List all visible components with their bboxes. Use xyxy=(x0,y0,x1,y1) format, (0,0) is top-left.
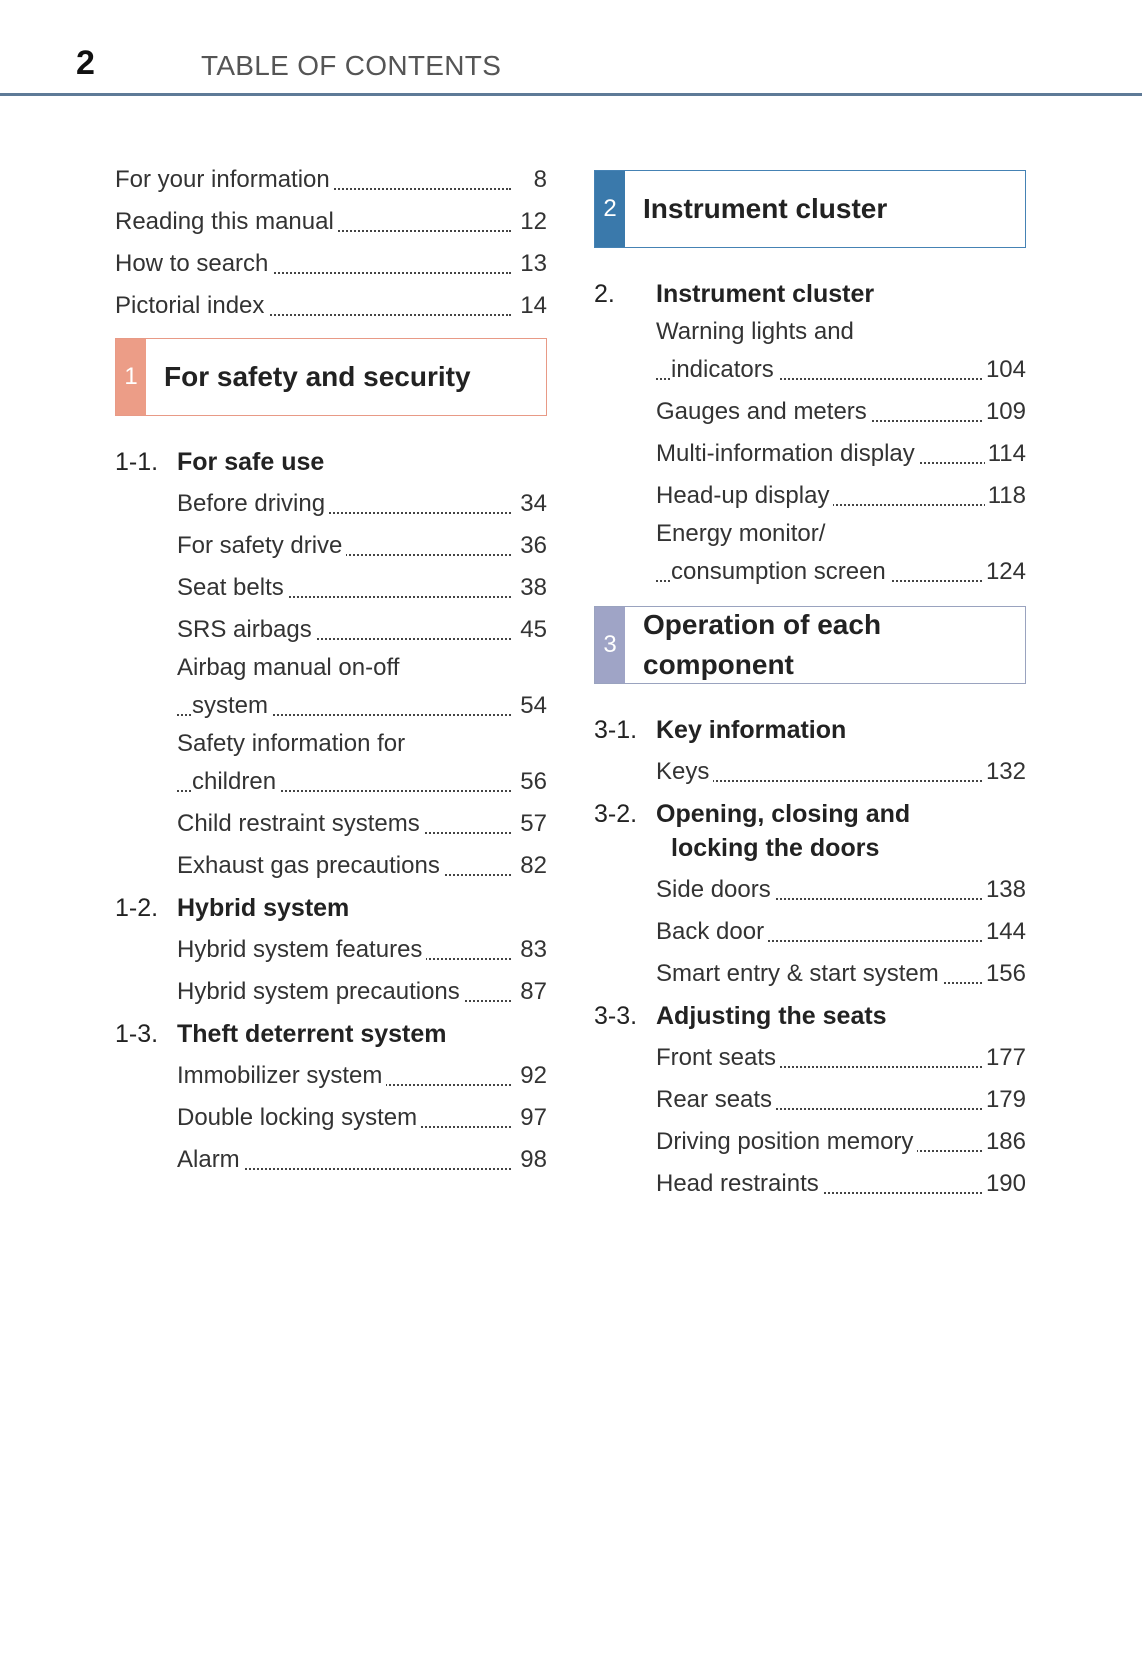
toc-entry[interactable]: Head-up display 118 xyxy=(656,482,1026,509)
toc-entry[interactable]: Reading this manual 12 xyxy=(115,208,547,235)
toc-entry[interactable]: SRS airbags 45 xyxy=(177,616,547,643)
toc-entry[interactable]: Child restraint systems 57 xyxy=(177,810,547,837)
toc-entry[interactable]: For safety drive 36 xyxy=(177,532,547,559)
subsection-heading[interactable]: 3-1. Key information xyxy=(594,716,847,744)
toc-entry[interactable]: Airbag manual on-off system 54 xyxy=(177,654,547,719)
toc-entry[interactable]: Before driving 34 xyxy=(177,490,547,517)
page-title: TABLE OF CONTENTS xyxy=(201,50,502,81)
toc-entry[interactable]: Back door 144 xyxy=(656,918,1026,945)
toc-entry[interactable]: Immobilizer system 92 xyxy=(177,1062,547,1089)
toc-entry[interactable]: Double locking system 97 xyxy=(177,1104,547,1131)
section-number: 1 xyxy=(116,339,146,415)
subsection-heading[interactable]: 3-2. Opening, closing and locking the doors xyxy=(594,800,911,862)
section-number: 3 xyxy=(595,607,625,683)
toc-entry[interactable]: Hybrid system precautions 87 xyxy=(177,978,547,1005)
toc-entry[interactable]: Head restraints 190 xyxy=(656,1170,1026,1197)
subsection-heading[interactable]: 1-1. For safe use xyxy=(115,448,325,476)
section-header-2[interactable] xyxy=(594,170,1026,248)
header-divider xyxy=(0,93,1142,96)
toc-entry[interactable]: Pictorial index 14 xyxy=(115,292,547,319)
section-title: Instrument cluster xyxy=(643,193,888,224)
subsection-heading[interactable]: 3-3. Adjusting the seats xyxy=(594,1002,887,1030)
section-title: Operation of each component xyxy=(643,609,882,680)
toc-entry[interactable]: Warning lights and indicators 104 xyxy=(656,318,1026,383)
subsection-heading[interactable]: 1-2. Hybrid system xyxy=(115,894,350,922)
subsection-heading[interactable]: 1-3. Theft deterrent system xyxy=(115,1020,447,1048)
toc-entry[interactable]: Gauges and meters 109 xyxy=(656,398,1026,425)
toc-entry[interactable]: How to search 13 xyxy=(115,250,547,277)
toc-entry[interactable]: Alarm 98 xyxy=(177,1146,547,1173)
toc-entry[interactable]: Safety information for children 56 xyxy=(177,730,547,795)
toc-entry[interactable]: Keys 132 xyxy=(656,758,1026,785)
toc-entry[interactable]: Side doors 138 xyxy=(656,876,1026,903)
toc-entry[interactable]: Multi-information display 114 xyxy=(656,440,1026,467)
toc-entry[interactable]: Seat belts 38 xyxy=(177,574,547,601)
toc-entry[interactable]: Exhaust gas precautions 82 xyxy=(177,852,547,879)
toc-entry[interactable]: Rear seats 179 xyxy=(656,1086,1026,1113)
section-number: 2 xyxy=(595,171,625,247)
toc-right-column xyxy=(594,160,1026,1206)
toc-left-column xyxy=(115,160,547,1182)
toc-entry[interactable]: Driving position memory 186 xyxy=(656,1128,1026,1155)
toc-entry[interactable]: Energy monitor/ consumption screen 124 xyxy=(656,520,1026,585)
section-header-1[interactable] xyxy=(115,338,547,416)
toc-entry[interactable]: Hybrid system features 83 xyxy=(177,936,547,963)
toc-entry[interactable]: For your information 8 xyxy=(115,166,547,193)
page-number: 2 xyxy=(76,44,95,82)
section-title: For safety and security xyxy=(164,361,471,392)
toc-entry[interactable]: Smart entry & start system 156 xyxy=(656,960,1026,987)
section-header-3[interactable] xyxy=(594,606,1026,684)
subsection-heading[interactable]: 2. Instrument cluster xyxy=(594,280,875,308)
toc-entry[interactable]: Front seats 177 xyxy=(656,1044,1026,1071)
